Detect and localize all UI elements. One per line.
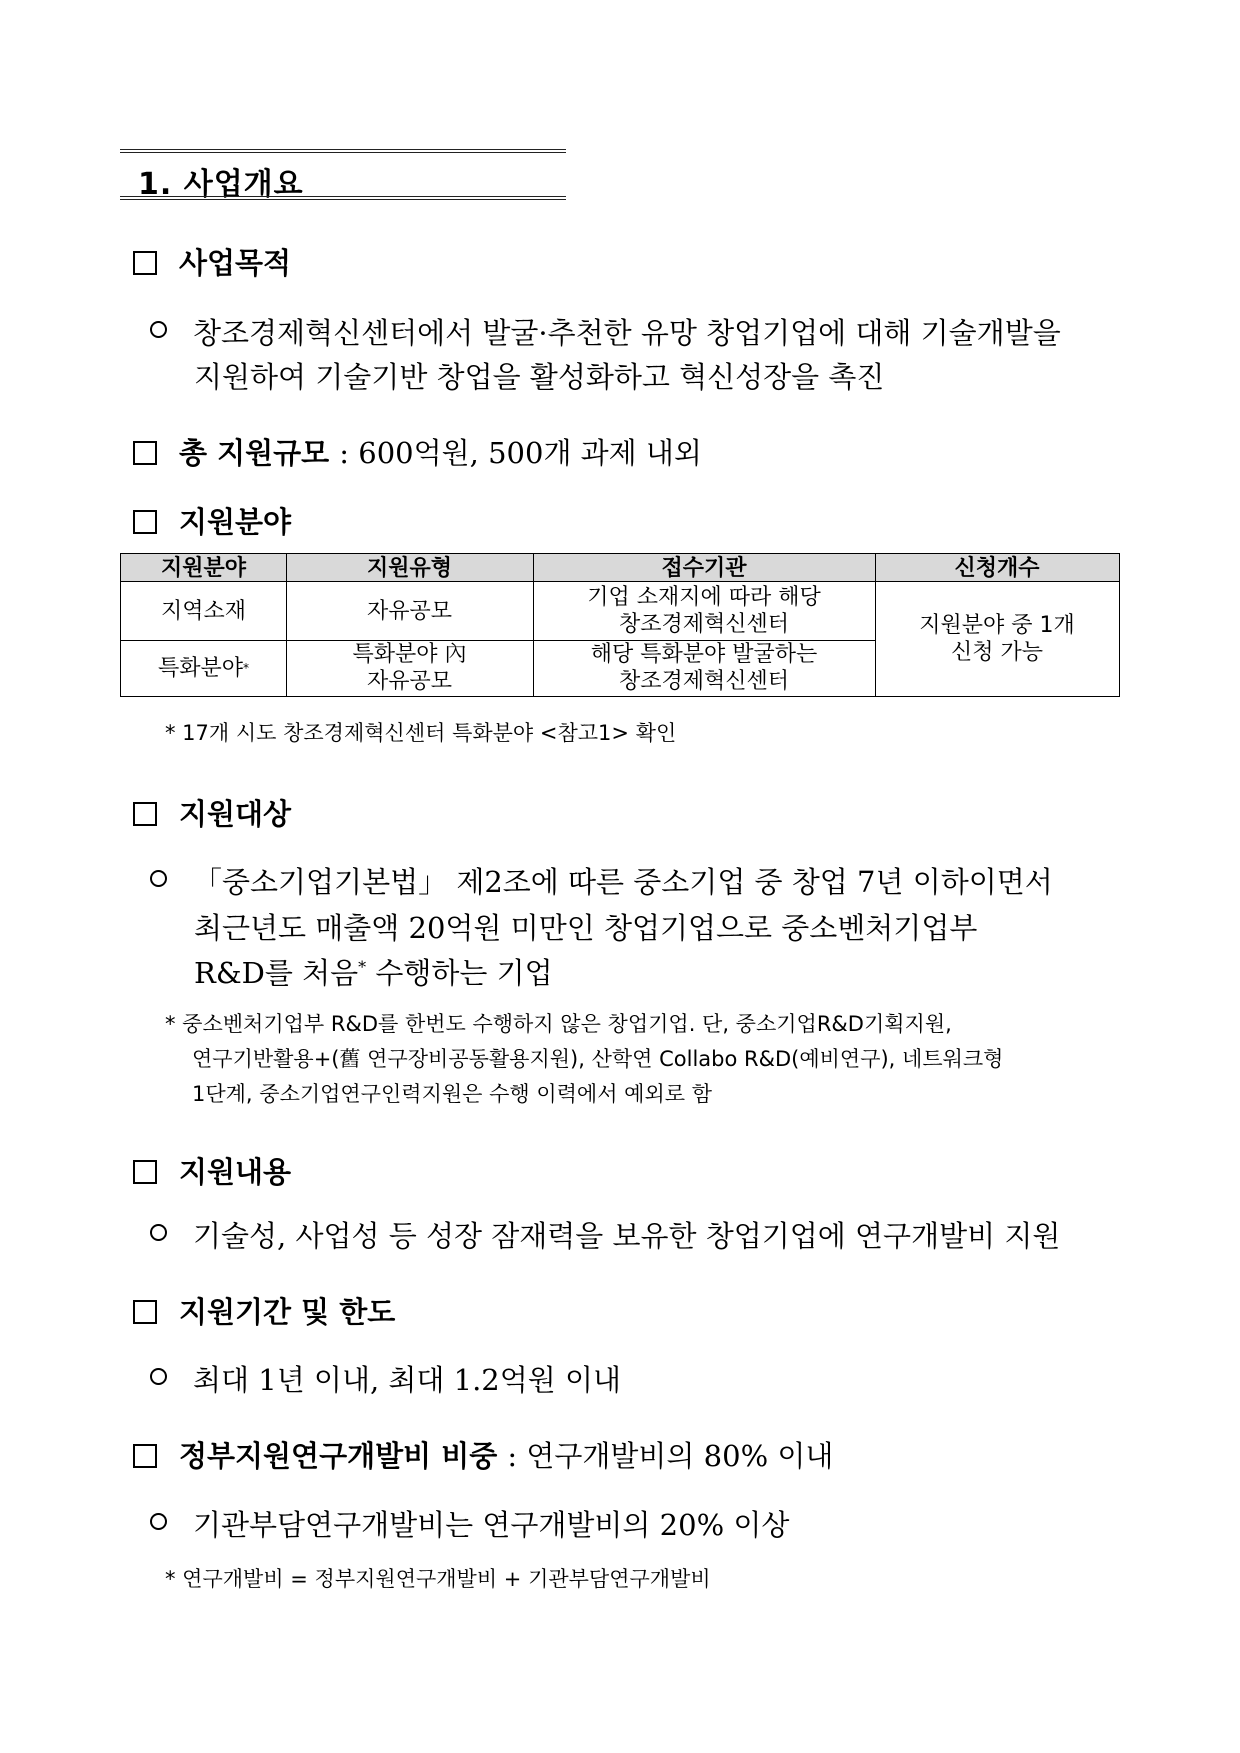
target-line-3b: 수행하는 기업: [366, 956, 553, 990]
checkbox-square-icon: [133, 1444, 157, 1468]
section-ratio-heading: [133, 1434, 833, 1475]
section-target-heading: [133, 792, 291, 833]
title-rule-top-1: [120, 149, 566, 150]
target-note-line-2: 연구기반활용+(舊 연구장비공동활용지원), 산학연 Collabo R&D(예비연구), 네트워크형: [192, 1047, 1004, 1071]
target-line-1: 「중소기업기본법」 제2조에 따른 중소기업 중 창업 7년 이하이면서: [193, 865, 1053, 899]
section-purpose-title: 사업목적: [179, 246, 292, 280]
section-period-title: 지원기간 및 한도: [179, 1295, 396, 1329]
section-fields-title: 지원분야: [179, 505, 292, 539]
section-scale-heading: [133, 431, 702, 472]
circle-bullet-icon: [150, 321, 167, 338]
field-label: 특화분야: [157, 655, 243, 681]
checkbox-square-icon: [133, 1160, 157, 1184]
purpose-line-1: 창조경제혁신센터에서 발굴·추천한 유망 창업기업에 대해 기술개발을: [193, 316, 1061, 350]
table-header-field: 지원분야: [160, 555, 246, 581]
count-line: 지원분야 중 1개: [919, 613, 1075, 638]
title-rule-top-2: [120, 152, 566, 153]
table-header-count: 신청개수: [954, 555, 1040, 581]
section-ratio-title: 정부지원연구개발비 비중: [179, 1439, 498, 1473]
section-ratio-value: : 연구개발비의 80% 이내: [507, 1439, 834, 1473]
section-scale-value: : 600억원, 500개 과제 내외: [339, 436, 702, 470]
table-cell-field: 지역소재: [160, 598, 246, 624]
ratio-note: * 연구개발비 = 정부지원연구개발비 + 기관부담연구개발비: [165, 1567, 711, 1591]
section-fields-heading: [133, 500, 291, 541]
purpose-bullet: [150, 311, 1061, 352]
count-line: 신청 가능: [950, 640, 1043, 665]
title-rule-bottom-2: [120, 199, 566, 200]
footnote-mark: *: [358, 957, 367, 977]
page-title: 1. 사업개요: [138, 167, 304, 202]
agency-line: 해당 특화분야 발굴하는: [590, 642, 818, 667]
ratio-line: 기관부담연구개발비는 연구개발비의 20% 이상: [193, 1508, 790, 1542]
table-cell-agency: [533, 582, 875, 640]
checkbox-square-icon: [133, 441, 157, 465]
circle-bullet-icon: [150, 1513, 167, 1530]
table-cell-field: [121, 640, 286, 696]
table-cell-type: [286, 640, 533, 696]
period-line: 최대 1년 이내, 최대 1.2억원 이내: [193, 1363, 622, 1397]
section-content-title: 지원내용: [179, 1155, 292, 1189]
checkbox-square-icon: [133, 510, 157, 534]
agency-line: 기업 소재지에 따라 해당: [587, 585, 821, 610]
type-line: 특화분야 內: [352, 642, 467, 667]
footnote-mark: *: [242, 660, 250, 675]
table-cell-type: 자유공모: [366, 598, 452, 624]
title-block: [120, 149, 566, 200]
fields-table: [120, 553, 1120, 697]
ratio-bullet: [150, 1503, 789, 1544]
checkbox-square-icon: [133, 1300, 157, 1324]
table-cell-count: [875, 582, 1119, 696]
checkbox-square-icon: [133, 802, 157, 826]
agency-line: 창조경제혁신센터: [618, 669, 790, 694]
table-header-agency: 접수기관: [661, 555, 747, 581]
target-bullet: [150, 860, 1053, 901]
section-scale-title: 총 지원규모: [179, 436, 330, 470]
section-period-heading: [133, 1290, 395, 1331]
circle-bullet-icon: [150, 1368, 167, 1385]
table-cell-agency: [533, 640, 875, 696]
content-bullet: [150, 1214, 1060, 1255]
table-header-type: 지원유형: [366, 555, 452, 581]
fields-note: * 17개 시도 창조경제혁신센터 특화분야 <참고1> 확인: [165, 721, 677, 745]
target-line-3a: R&D를 처음: [194, 956, 359, 990]
checkbox-square-icon: [133, 251, 157, 275]
agency-line: 창조경제혁신센터: [618, 612, 790, 637]
type-line: 자유공모: [366, 669, 452, 694]
section-target-title: 지원대상: [179, 797, 292, 831]
circle-bullet-icon: [150, 870, 167, 887]
target-note-line-3: 1단계, 중소기업연구인력지원은 수행 이력에서 예외로 함: [192, 1082, 712, 1106]
target-line-2: 최근년도 매출액 20억원 미만인 창업기업으로 중소벤처기업부: [194, 911, 978, 945]
section-content-heading: [133, 1150, 291, 1191]
section-purpose-heading: [133, 241, 291, 282]
target-note-line-1: * 중소벤처기업부 R&D를 한번도 수행하지 않은 창업기업. 단, 중소기업R&D기획지원,: [165, 1012, 952, 1036]
period-bullet: [150, 1358, 621, 1399]
purpose-line-2: 지원하여 기술기반 창업을 활성화하고 혁신성장을 촉진: [194, 360, 885, 394]
target-line-3: [194, 951, 553, 992]
circle-bullet-icon: [150, 1224, 167, 1241]
title-rule-bottom-1: [120, 196, 566, 197]
content-line: 기술성, 사업성 등 성장 잠재력을 보유한 창업기업에 연구개발비 지원: [193, 1219, 1061, 1253]
